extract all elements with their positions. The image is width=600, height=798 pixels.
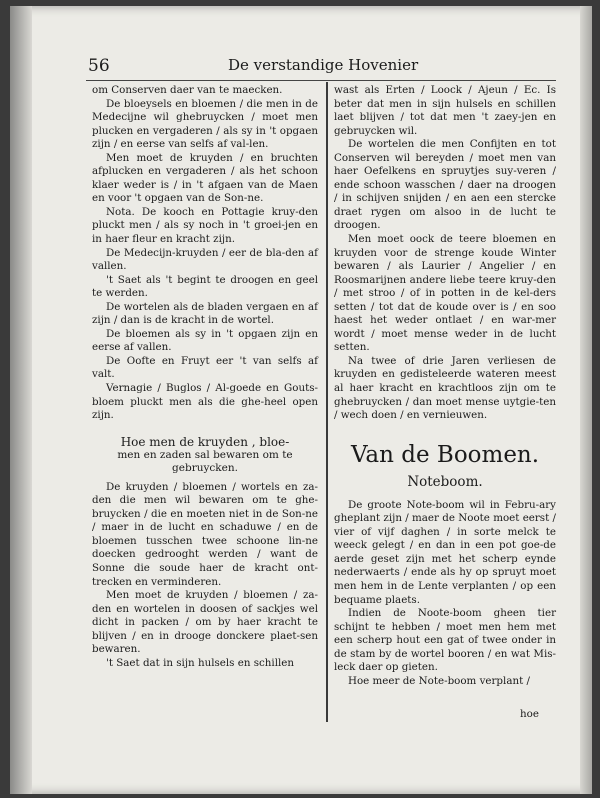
- catchword: hoe: [520, 708, 539, 720]
- paragraph: om Conserven daer van te maecken.: [92, 84, 283, 96]
- page-header: [88, 52, 498, 76]
- paragraph: Indien de Noote-boom gheen tier schijnt te hebben / moet men hem met een scherp hout een gat of twee onder in de stam by de wortel booren / en wat Mis-leck daer op gieten.: [334, 607, 556, 674]
- chapter-title: Van de Boomen.: [350, 441, 540, 468]
- paragraph: Vernagie / Buglos / Al-goede en Gouts-bloem pluckt men als die ghe-heel open zijn.: [92, 382, 318, 422]
- chapter-subtitle: Noteboom.: [407, 473, 483, 490]
- paragraph: 't Saet als 't begint te droogen en geel te werden.: [92, 273, 318, 300]
- paragraph: Men moet oock de teere bloemen en kruyden voor de strenge koude Winter bewaren / als Laurier / Angelier / en Roosmarijnen andere liebe teere kruy-den / met stroo / of in potten in de kel-ders setten / tot dat de koude over is / en soo haest het weder ontlaet / en war-mer wordt / moet mense weder in de lucht setten.: [334, 233, 556, 354]
- paragraph: De bloemen als sy in 't opgaen zijn en eerse af vallen.: [92, 327, 318, 354]
- right-column: [334, 84, 556, 688]
- left-column: [92, 84, 318, 670]
- page-gutter: [10, 6, 32, 794]
- header-rule: [86, 80, 556, 81]
- paragraph: De bloeysels en bloemen / die men in de Medecijne wil ghebruycken / moet men plucken en vergaderen / als sy in 't opgaen zijn / en eerse van selfs af val-len.: [92, 97, 318, 151]
- paragraph: De Medecijn-kruyden / eer de bla-den af vallen.: [92, 246, 318, 273]
- paragraph: De Oofte en Fruyt eer 't van selfs af valt.: [92, 354, 318, 381]
- paragraph: Nota. De kooch en Pottagie kruy-den pluckt men / als sy noch in 't groei-jen en in haer fleur en kracht zijn.: [92, 205, 318, 246]
- page-fore-edge: [580, 6, 592, 794]
- paragraph: De wortelen als de bladen vergaen en af zijn / dan is de kracht in de wortel.: [92, 300, 318, 327]
- page-number: 56: [88, 56, 110, 76]
- paragraph: 't Saet dat in sijn hulsels en schillen: [106, 656, 295, 669]
- paragraph: De kruyden / bloemen / wortels en za-den die men wil bewaren om te ghe-bruycken / die en moeten niet in de Son-ne / maer in de lucht en schaduwe / en de bloemen tusschen twee schoone lin-ne doecken gedrooght werden / want de Sonne die soude haer de kracht ont-trecken en verminderen.: [92, 480, 318, 588]
- column-divider: [326, 82, 328, 722]
- paragraph: De wortelen die men Confijten en tot Conserven wil bereyden / moet men van haer Oefelkens en spruytjes suy-veren / ende schoon wasschen / daer na droogen / in schijven snijden / en aen een stercke draet rygen om alsoo in de lucht te droogen.: [334, 138, 556, 232]
- paragraph: De groote Note-boom wil in Febru-ary gheplant zijn / maer de Noote moet eerst / vier of vijf daghen / in sorte melck te weeck gelegt / en dan in een pot goe-de aerde geset zijn met het scherp eynde nederwaerts / ende als hy op spruyt moet men hem in de Lente verplanten / op een bequame plaets.: [334, 498, 556, 606]
- running-head: De verstandige Hovenier: [228, 56, 419, 74]
- paragraph: Men moet de kruyden / en bruchten afplucken en vergaderen / als het schoon klaer weder is / in 't afgaen van de Maen en voor 't opgaen van de Son-ne.: [92, 151, 318, 205]
- section-title: Hoe men de kruyden , bloe-: [120, 434, 290, 449]
- paragraph: Men moet de kruyden / bloemen / za-den en wortelen in doosen of sackjes wel dicht in packen / om by haer kracht te blijven / en in droogе donckere plaet-sen bewaren.: [92, 589, 318, 656]
- section-heading: [92, 435, 318, 475]
- paragraph: wast als Erten / Loock / Ajeun / Ec. Is beter dat men in sijn hulsels en schillen laet blijven / tot dat men 't zaey-jen en gebruycken wil.: [334, 84, 556, 137]
- section-subtitle: men en zaden sal bewaren om te gebruycken.: [117, 448, 293, 474]
- paragraph: Hoe meer de Note-boom verplant /: [348, 674, 530, 687]
- paragraph: Na twee of drie Jaren verliesen de kruyden en gedisteleerde wateren meest al haer kracht en krachtloos zijn om te ghebruycken / dan moet mense uytgie-ten / wech doen / en vernieuwen.: [334, 354, 556, 422]
